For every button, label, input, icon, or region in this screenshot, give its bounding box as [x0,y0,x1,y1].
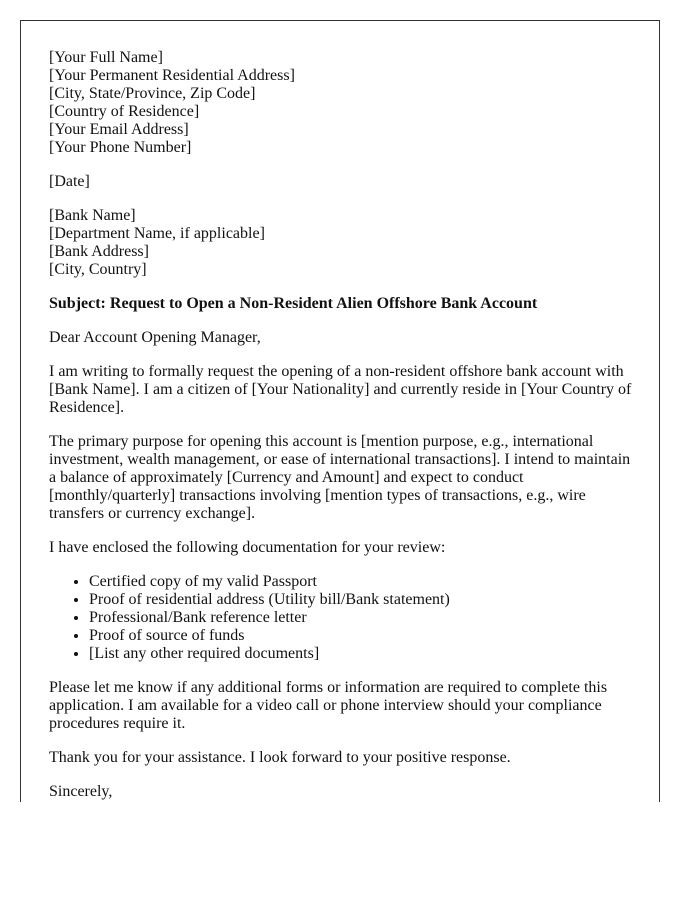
sender-country: [Country of Residence] [49,103,200,120]
letter-date: [Date] [49,173,90,190]
recipient-city-country: [City, Country] [49,261,147,278]
recipient-bank-name: [Bank Name] [49,207,136,224]
document-item-address-proof: • Proof of residential address (Utility bill/Bank statement) [89,591,639,609]
sender-email: [Your Email Address] [49,121,189,138]
body-paragraph-additional-info: Please let me know if any additional forms or information are required to complete this application. I am available for a video call or phone interview should your compliance procedures require it. [49,679,608,732]
sender-address: [Your Permanent Residential Address] [49,67,295,84]
subject-line: Subject: Request to Open a Non-Resident Alien Offshore Bank Account [49,295,538,312]
document-item-source-of-funds: • Proof of source of funds [89,627,639,645]
recipient-bank-address: [Bank Address] [49,243,149,260]
documents-list [49,573,639,663]
document-item-reference-letter: • Professional/Bank reference letter [89,609,639,627]
body-paragraph-thanks: Thank you for your assistance. I look forward to your positive response. [49,749,511,766]
sender-address-block [49,49,639,157]
letter-page [20,20,660,802]
recipient-address-block [49,207,639,279]
body-paragraph-enclosures: I have enclosed the following documentation for your review: [49,539,446,556]
sender-city-state-zip: [City, State/Province, Zip Code] [49,85,256,102]
salutation: Dear Account Opening Manager, [49,329,261,346]
body-paragraph-intro: I am writing to formally request the opening of a non-resident offshore bank account with [Bank Name]. I am a citizen of [Your Nationality] and currently reside in [Your Country of Residence]. [49,363,632,416]
letter-content [49,49,639,802]
document-item-other: • [List any other required documents] [89,645,639,663]
sender-phone: [Your Phone Number] [49,139,192,156]
sign-off: Sincerely, [49,783,113,800]
date-block [49,173,639,191]
recipient-department: [Department Name, if applicable] [49,225,265,242]
sender-name: [Your Full Name] [49,49,163,66]
body-paragraph-purpose: The primary purpose for opening this account is [mention purpose, e.g., international investment, wealth management, or ease of international transactions]. I intend to maintain a balance of approximately [Currency and Amount] and expect to conduct [monthly/quarterly] transactions involving [mention types of transactions, e.g., wire transfers or currency exchange]. [49,433,631,522]
document-item-passport: • Certified copy of my valid Passport [89,573,639,591]
